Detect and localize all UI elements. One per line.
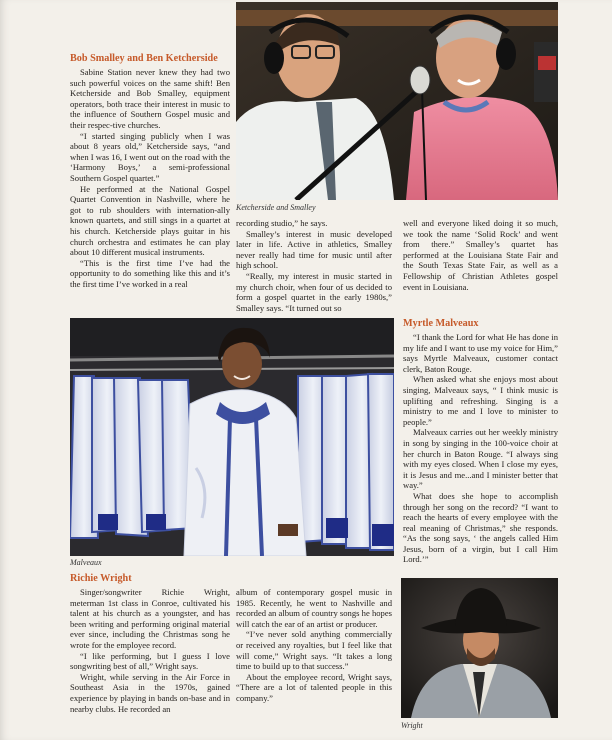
paragraph: “I started singing publicly when I was about 8 years old,” Ketcherside says, “and when I was 16, I went out on the road with the ‘Harmony Boys,’ a semi-professional Southern Gospel quartet.”	[70, 130, 230, 183]
paragraph: Wright, while serving in the Air Force in Southeast Asia in the 1970s, gained experience by playing in bands on-base and in nearby clubs. He recorded an	[70, 671, 230, 714]
caption-malveaux: Malveaux	[70, 558, 102, 567]
photo-ketcherside-smalley	[236, 2, 558, 200]
article-smalley-col2	[236, 218, 392, 313]
article-smalley-col1	[70, 67, 230, 289]
paragraph: “Really, my interest in music started in my church choir, when four of us decided to form a gospel quartet in the early 1980s,” Smalley says. “It turned out so	[236, 270, 392, 313]
article-malveaux-col	[403, 332, 558, 565]
heading-malveaux: Myrtle Malveaux	[403, 318, 479, 329]
photo-wright	[401, 578, 558, 718]
paragraph: “I thank the Lord for what He has done in my life and I want to use my voice for Him,” says Myrtle Malveaux, customer contact clerk, Baton Rouge.	[403, 332, 558, 374]
paragraph: “I like performing, but I guess I love songwriting best of all,” Wright says.	[70, 650, 230, 672]
paragraph: well and everyone liked doing it so much, we took the name ‘Solid Rock’ and went from there.” Smalley’s quartet has performed at the Louisiana State Fair and the South Texas State Fair, as well as a Fellowship of Christian Athletes gospel event in Louisiana.	[403, 218, 558, 292]
paragraph: album of contemporary gospel music in 1985. Recently, he went to Nashville and recorded an album of country songs he hopes will catch the ear of an artist or producer.	[236, 587, 392, 629]
article-smalley-col3	[403, 218, 558, 292]
paragraph: What does she hope to accomplish through her song on the record? “I want to reach the hearts of every employee with the real meaning of Christmas,” she responds. “As the song says, ‘ the angels called Him Jesus, born of a virgin, but I call Him Lord.’”	[403, 490, 558, 565]
paragraph: Malveaux carries out her weekly ministry in song by singing in the 100-voice choir at her church in Baton Rouge. “I always sing with my eyes closed. When I close my eyes, it is Jesus and me...and I minister better that way.”	[403, 427, 558, 491]
article-wright-col1	[70, 587, 230, 714]
paragraph: Smalley’s interest in music developed later in life. Active in athletics, Smalley never really had time for music until after high school.	[236, 228, 392, 271]
paragraph: When asked what she enjoys most about singing, Malveaux says, “ I think music is uplifting and refreshing. Singing is a ministry to me and I love to minister to people.”	[403, 374, 558, 427]
article-wright-col2	[236, 587, 392, 704]
photo-malveaux	[70, 318, 394, 556]
paragraph: “This is the first time I’ve had the opportunity to do something like this and it’s the first time I’ve worked in a real	[70, 257, 230, 289]
caption-ketcherside-smalley: Ketcherside and Smalley	[236, 203, 316, 212]
paragraph: About the employee record, Wright says, “There are a lot of talented people in this company.”	[236, 671, 392, 703]
heading-smalley-ketcherside: Bob Smalley and Ben Ketcherside	[70, 53, 218, 64]
paragraph: “I’ve never sold anything commercially or received any royalties, but I feel like that will come,” Wright says. “It takes a long time to build up to that success.”	[236, 629, 392, 672]
heading-wright: Richie Wright	[70, 573, 132, 584]
paragraph: Sabine Station never knew they had two such powerful voices on the same shift! Ben Ketcherside and Bob Smalley, equipment operators, both trace their interest in music to the influence of Southern Gospel music and their respec-tive churches.	[70, 67, 230, 130]
paragraph: Singer/songwriter Richie Wright, meterman 1st class in Conroe, cultivated his talent at his church as a youngster, and has been writing and performing original material ever since, including the Christmas song he wrote for the employee record.	[70, 587, 230, 650]
caption-wright: Wright	[401, 721, 423, 730]
paragraph: recording studio,” he says.	[236, 218, 328, 228]
paragraph: He performed at the National Gospel Quartet Convention in Nashville, where he got to rub shoulders with internation-ally known quartets, and still sings in a quartet at his church. Ketcherside plays guitar in his church orchestra and estimates he can play about 10 different musical instruments.	[70, 183, 230, 258]
